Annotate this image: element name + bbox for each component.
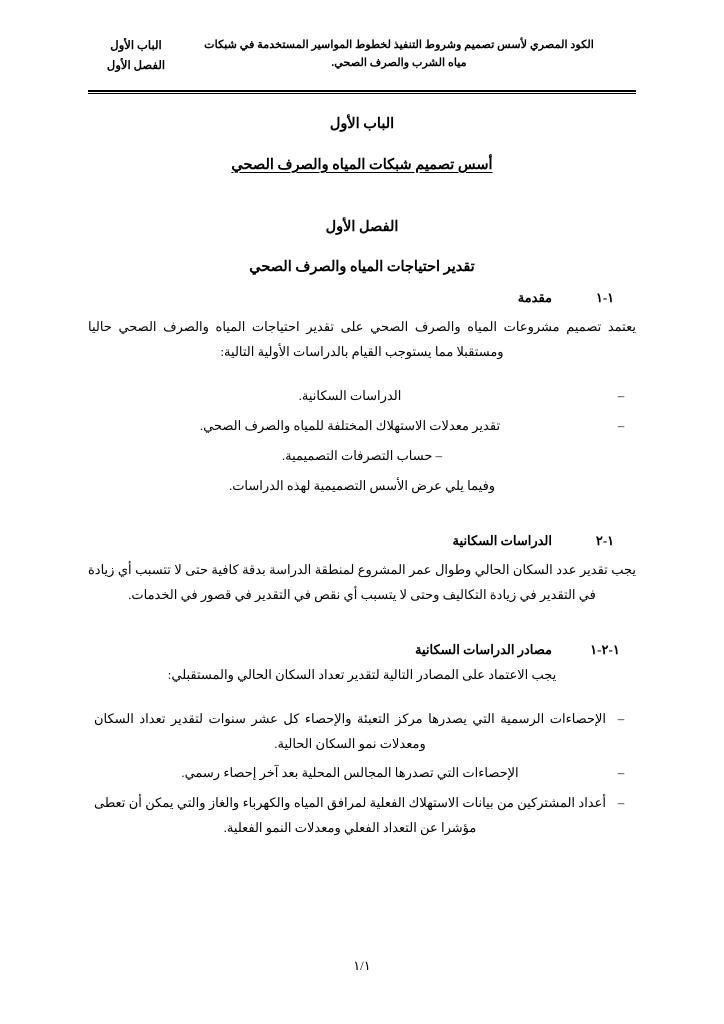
list-item [88, 444, 636, 469]
header-chapter-label: الفصل الأول [106, 59, 166, 73]
list-item-text: أعداد المشتركين من بيانات الاستهلاك الفعلية لمرافق المياه والكهرباء والغاز والتي يمكن أن تعطى مؤشرا عن التعداد الفعلي ومعدلات النمو الفعلية. [94, 795, 606, 836]
section-heading-1-2-1 [88, 642, 636, 658]
section-number-1-2: ١-٢ [595, 532, 615, 548]
section-title-1-2: الدراسات السكانية [452, 532, 552, 548]
list-item [88, 384, 636, 409]
bullet-dash-icon: – [617, 417, 625, 433]
section-number-1-2-1: ١-٢-١ [590, 641, 620, 657]
list-item [88, 414, 636, 439]
header-title-line-2: والصرف الصحي. [331, 57, 410, 70]
bullet-dash-icon: – [617, 710, 625, 726]
section-heading-1-1 [88, 290, 636, 306]
header-rule-thick [88, 90, 636, 92]
document-title-block [88, 114, 636, 279]
header-rule-thin [88, 93, 636, 94]
closing-text: وفيما يلي عرض الأسس التصميمية لهذه الدراسات. [228, 477, 496, 493]
spacer [88, 499, 636, 533]
section-1-2-1-paragraph-text: يجب الاعتماد على المصادر التالية لتقدير تعداد السكان الحالي والمستقبلي: [167, 666, 557, 682]
spacer [88, 365, 636, 379]
section-heading-1-2 [88, 533, 636, 549]
spacer [88, 688, 636, 702]
page-number: ١/١ [353, 958, 371, 973]
section-1-2-paragraph: يجب تقدير عدد السكان الحالي وطوال عمر المشروع لمنطقة الدراسة بدقة كافية حتى لا تتسبب أي زيادة في التقدير في زيادة التكاليف وحتى لا يتسبب أي نقص في التقدير في قصور في الخدمات. [88, 561, 636, 602]
list-item [88, 707, 636, 757]
section-title-1-2-1: مصادر الدراسات السكانية [415, 641, 552, 657]
list-item [88, 761, 636, 786]
document-body [88, 290, 636, 841]
section-1-1-closing-line [88, 474, 636, 499]
header-part-label: الباب الأول [110, 39, 162, 52]
header-document-title [202, 36, 636, 73]
list-item-text: الإحصاءات الرسمية التي يصدرها مركز التعبئة والإحصاء كل عشر سنوات لتقدير تعداد السكان ومعدلات نمو السكان الحالية. [94, 710, 606, 751]
list-item-text: – حساب التصرفات التصميمية. [281, 447, 443, 463]
list-item [88, 791, 636, 841]
header-part-chapter [88, 36, 184, 77]
section-1-1-paragraph: يعتمد تصميم مشروعات المياه والصرف الصحي على تقدير احتياجات المياه والصرف الصحي حاليا ومستقبلا مما يستوجب القيام بالدراسات الأولية التالية: [88, 319, 636, 359]
section-number-1-1: ١-١ [595, 290, 615, 305]
chapter-title: الفصل الأول [325, 218, 399, 235]
bullet-dash-icon: – [617, 387, 625, 403]
list-item-text: الإحصاءات التي تصدرها المجالس المحلية بعد آخر إحصاء رسمي. [181, 765, 519, 781]
header-title-line-1: الكود المصري لأسس تصميم وشروط التنفيذ لخطوط المواسير المستخدمة في شبكات مياه الشرب [204, 39, 594, 70]
chapter-subtitle: تقدير احتياجات المياه والصرف الصحي [249, 259, 475, 276]
section-title-1-1: مقدمة [517, 290, 552, 305]
list-item-text: الدراسات السكانية. [298, 387, 402, 403]
list-item-text: تقدير معدلات الاستهلاك المختلفة للمياه والصرف الصحي. [199, 417, 501, 433]
running-header [88, 36, 636, 92]
bullet-dash-icon: – [617, 765, 625, 781]
spacer [88, 608, 636, 642]
section-1-2-1-paragraph [88, 663, 636, 688]
part-title: الباب الأول [329, 116, 395, 132]
bullet-dash-icon: – [617, 795, 625, 811]
part-subtitle: أسس تصميم شبكات المياه والصرف الصحي [231, 156, 493, 173]
